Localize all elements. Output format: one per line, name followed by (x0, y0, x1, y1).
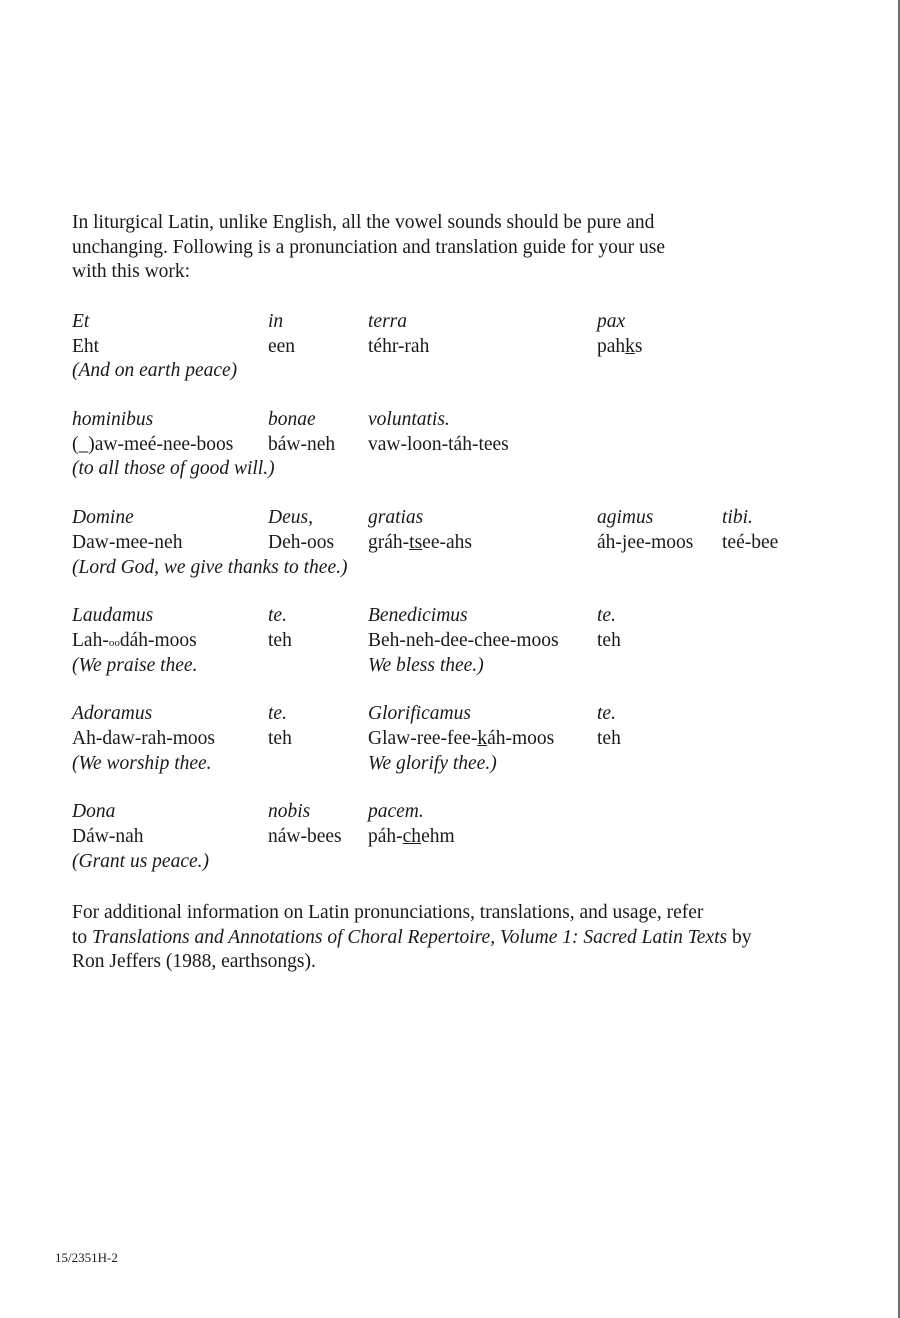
outro-line: For additional information on Latin pronunciations, translations, and usage, refer (72, 902, 704, 923)
latin-row (72, 408, 862, 433)
pronunciation: téhr-rah (368, 335, 430, 357)
outro-text: by (727, 926, 752, 948)
pronunciation-pax (597, 335, 643, 360)
pron-part: gráh- (368, 531, 410, 553)
latin-word: Glorificamus (368, 703, 471, 725)
latin-word: Domine (72, 507, 134, 529)
latin-row (72, 604, 862, 629)
latin-word: Dona (72, 801, 116, 823)
latin-row (72, 506, 862, 531)
translation: We glorify thee.) (368, 752, 497, 774)
pronunciation: Ah-daw-rah-moos (72, 727, 215, 749)
pronunciation: (_)aw-meé-nee-boos (72, 433, 234, 455)
pronunciation: Eht (72, 335, 100, 357)
translation: (And on earth peace) (72, 360, 238, 382)
latin-word: agimus (597, 507, 654, 529)
pron-part: dáh-moos (119, 629, 197, 651)
latin-word: gratias (368, 507, 424, 529)
reference-title: Translations and Annotations of Choral Repertoire, Volume 1: Sacred Latin Texts (92, 926, 728, 948)
intro-line: unchanging. Following is a pronunciation and translation guide for your use (72, 236, 666, 258)
pronunciation-glorificamus (368, 727, 554, 752)
pronunciation: een (268, 335, 296, 357)
pronunciation-pacem (368, 825, 455, 850)
pron-part-small: oo (108, 636, 120, 649)
translation: We bless thee.) (368, 654, 484, 676)
translation-row (72, 457, 862, 482)
pronunciation: báw-neh (268, 433, 336, 455)
pronunciation: teh (268, 727, 292, 749)
pron-part: Lah- (72, 629, 109, 651)
latin-word: nobis (268, 801, 311, 823)
translation-row (72, 850, 862, 875)
latin-row (72, 310, 862, 335)
translation: (Lord God, we give thanks to thee.) (72, 556, 348, 578)
latin-word: Laudamus (72, 605, 154, 627)
latin-word: tibi. (722, 507, 753, 529)
pron-part: pah (597, 335, 626, 357)
catalog-number: 15/2351H-2 (55, 1250, 118, 1265)
pronunciation: teh (597, 629, 621, 651)
pronunciation: Beh-neh-dee-chee-moos (368, 629, 559, 651)
translation: (We worship thee. (72, 752, 212, 774)
latin-word: hominibus (72, 409, 154, 431)
pronunciation: áh-jee-moos (597, 531, 694, 553)
intro-paragraph (72, 211, 772, 285)
translation-row (72, 556, 862, 581)
pron-part: ee-ahs (422, 531, 472, 553)
pronunciation-gratias (368, 531, 472, 556)
pronunciation: náw-bees (268, 826, 342, 847)
latin-word: te. (268, 703, 287, 725)
pron-part: páh- (368, 826, 403, 847)
pronunciation: Dáw-nah (72, 826, 144, 847)
pronunciation: vaw-loon-táh-tees (368, 433, 509, 455)
pronunciation: teé-bee (722, 531, 779, 553)
pronunciation-row (72, 727, 862, 752)
pronunciation-laudamus (72, 629, 197, 656)
pronunciation-row (72, 629, 862, 654)
latin-word: te. (268, 605, 287, 627)
guide-group-hominibus (72, 408, 862, 482)
intro-line: In liturgical Latin, unlike English, all the vowel sounds should be pure and (72, 212, 655, 233)
translation-row (72, 752, 862, 777)
pronunciation: Daw-mee-neh (72, 531, 183, 553)
latin-word: pacem. (368, 801, 424, 823)
intro-line: with this work: (72, 261, 191, 282)
latin-word: voluntatis. (368, 409, 450, 431)
translation: (We praise thee. (72, 654, 198, 676)
guide-group-adoramus (72, 702, 862, 776)
pron-part: s (634, 335, 643, 357)
latin-word: Adoramus (72, 703, 153, 725)
pron-part: ehm (421, 826, 455, 847)
outro-line: Ron Jeffers (1988, earthsongs). (72, 951, 316, 972)
pronunciation-row (72, 531, 862, 556)
pron-part: áh-moos (487, 727, 555, 749)
pron-part-underlined: k (477, 727, 488, 749)
outro-paragraph (72, 901, 842, 975)
latin-word: bonae (268, 409, 316, 431)
outro-text: to (72, 926, 93, 948)
latin-row (72, 702, 862, 727)
pronunciation-guide (72, 310, 862, 898)
pronunciation-row (72, 335, 862, 360)
guide-group-dona-nobis-pacem (72, 800, 862, 874)
translation: (Grant us peace.) (72, 850, 210, 872)
latin-word: Benedicimus (368, 605, 468, 627)
translation: (to all those of good will.) (72, 458, 275, 480)
pronunciation-row (72, 825, 862, 850)
pronunciation: teh (597, 727, 621, 749)
guide-group-laudamus (72, 604, 862, 678)
latin-word: Et (72, 311, 90, 332)
translation-row (72, 359, 862, 384)
guide-group-et-in-terra-pax (72, 310, 862, 384)
guide-group-domine-deus (72, 506, 862, 580)
latin-row (72, 800, 862, 825)
latin-word: te. (597, 605, 616, 627)
pronunciation: Deh-oos (268, 531, 335, 553)
pron-part-underlined: ch (402, 826, 422, 847)
latin-word: Deus, (268, 507, 313, 529)
latin-word: pax (597, 311, 626, 332)
pronunciation-row (72, 433, 862, 458)
pron-part-underlined: k (625, 335, 635, 357)
latin-word: te. (597, 703, 616, 725)
latin-word: in (268, 311, 284, 332)
translation-row (72, 654, 862, 679)
pron-part-underlined: ts (409, 531, 423, 553)
pronunciation: teh (268, 629, 292, 651)
latin-word: terra (368, 311, 407, 332)
pron-part: Glaw-ree-fee- (368, 727, 478, 749)
